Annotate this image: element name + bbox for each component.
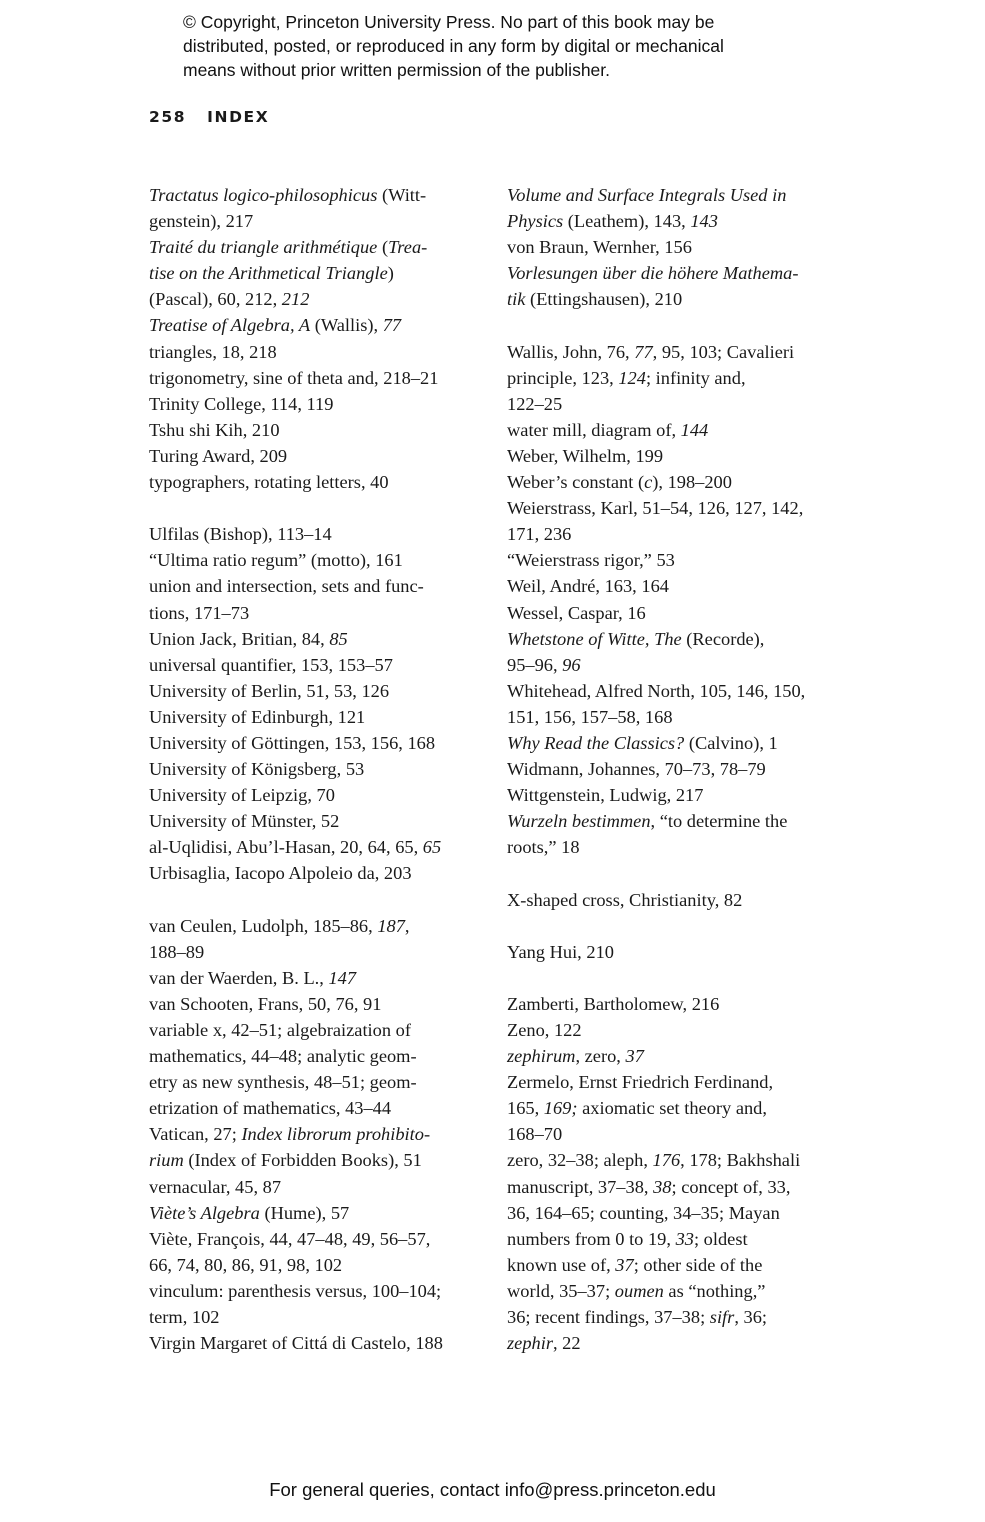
text-run: (Recorde),	[681, 628, 765, 649]
index-entry	[149, 1226, 494, 1278]
text-run: van Schooten, Frans, 50, 76, 91	[149, 993, 382, 1014]
index-entry	[149, 469, 494, 495]
text-run: University of Königsberg, 53	[149, 759, 365, 780]
index-entry	[149, 756, 494, 782]
italic-text: Treatise of Algebra, A	[149, 315, 311, 336]
text-run: variable x, 42–51; algebraization of	[149, 1020, 411, 1040]
text-run: (Leathem), 143,	[563, 211, 691, 232]
text-run: ,	[404, 915, 410, 936]
index-entry-line	[507, 991, 852, 1017]
index-entry-line	[149, 1121, 494, 1147]
text-run: vinculum: parenthesis versus, 100–104;	[149, 1280, 442, 1301]
text-run: union and intersection, sets and func-	[149, 576, 424, 597]
text-run: ; oldest	[693, 1228, 748, 1249]
index-entry	[149, 391, 494, 417]
text-run: 122–25	[507, 393, 563, 414]
index-entry	[149, 182, 494, 234]
index-entry-line	[149, 626, 494, 652]
text-run: universal quantifier, 153, 153–57	[149, 654, 393, 675]
text-run: van der Waerden, B. L.,	[149, 967, 329, 988]
italic-text: 37	[615, 1254, 634, 1275]
index-entry-line	[507, 782, 852, 808]
index-entry-line	[507, 730, 852, 756]
text-run: University of Berlin, 51, 53, 126	[149, 680, 390, 701]
italic-text: Viète’s Algebra	[149, 1202, 260, 1223]
index-entry-line	[149, 573, 494, 599]
index-entry	[507, 1147, 852, 1356]
index-entry-line	[149, 730, 494, 756]
italic-text: 169;	[543, 1098, 578, 1119]
index-entry	[507, 443, 852, 469]
text-run: ), 198–200	[652, 472, 732, 493]
index-entry-line	[507, 182, 852, 208]
text-run: Weber, Wilhelm, 199	[507, 445, 664, 466]
index-entry-line	[507, 1017, 852, 1043]
italic-text: 37	[625, 1046, 644, 1067]
index-entry-line	[149, 1226, 494, 1252]
running-head	[149, 108, 269, 126]
index-entry-line	[149, 782, 494, 808]
text-run: University of Münster, 52	[149, 811, 340, 832]
index-entry-line	[507, 365, 852, 391]
index-entry	[149, 1121, 494, 1173]
index-entry	[149, 312, 494, 338]
italic-text: 187	[377, 915, 405, 936]
index-entry	[507, 339, 852, 417]
index-entry	[149, 678, 494, 704]
index-entry-line	[149, 547, 494, 573]
index-entry-line	[149, 1095, 494, 1121]
index-entry-line	[149, 965, 494, 991]
footer-contact: For general queries, contact info@press.princeton.edu	[269, 1479, 716, 1500]
text-run: world, 35–37;	[507, 1280, 615, 1301]
text-run: Tshu shi Kih, 210	[149, 419, 280, 440]
text-run: (Calvino), 1	[684, 732, 778, 753]
italic-text: 77	[382, 315, 402, 336]
index-entry-line	[149, 834, 494, 860]
text-run: roots,” 18	[507, 837, 580, 858]
index-entry-line	[149, 260, 494, 286]
text-run: principle, 123,	[507, 367, 619, 388]
index-entry-line	[507, 1200, 852, 1226]
index-entry-line	[149, 1174, 494, 1200]
text-run: 168–70	[507, 1124, 563, 1145]
index-entry-line	[507, 1226, 852, 1252]
index-entry-line	[149, 286, 494, 312]
index-entry-line	[507, 1147, 852, 1173]
text-run: Viète, François, 44, 47–48, 49, 56–57,	[149, 1228, 431, 1249]
page-number: 258	[149, 108, 187, 126]
index-entry-line	[149, 1304, 494, 1330]
index-entry-line	[507, 678, 852, 704]
text-run: van Ceulen, Ludolph, 185–86,	[149, 915, 378, 936]
index-entry-line	[507, 495, 852, 521]
text-run: typographers, rotating letters, 40	[149, 472, 389, 493]
text-run: zero, 32–38; aleph,	[507, 1150, 653, 1171]
index-entry-line	[149, 1330, 494, 1356]
italic-text: 176	[652, 1150, 681, 1171]
text-run: manuscript, 37–38,	[507, 1176, 654, 1197]
index-entry	[149, 913, 494, 965]
text-run: term, 102	[149, 1307, 220, 1328]
text-run: X-shaped cross, Christianity, 82	[507, 889, 743, 910]
italic-text: 212	[281, 289, 310, 310]
index-entry-line	[507, 547, 852, 573]
italic-text: Whetstone of Witte, The	[507, 628, 682, 649]
index-entry-line	[507, 600, 852, 626]
index-entry	[149, 965, 494, 991]
italic-text: 143	[690, 211, 718, 232]
text-run: Trinity College, 114, 119	[149, 393, 334, 414]
index-entry-line	[507, 652, 852, 678]
index-entry-line	[507, 808, 852, 834]
section-title: INDEX	[207, 108, 270, 126]
text-run: Weil, André, 163, 164	[507, 576, 669, 597]
copyright-line: means without prior written permission of the publisher.	[183, 60, 611, 80]
index-entry-line	[149, 1278, 494, 1304]
italic-text: sifr	[709, 1307, 735, 1328]
index-entry-line	[507, 208, 852, 234]
text-run: known use of,	[507, 1254, 616, 1275]
text-run: Turing Award, 209	[149, 445, 288, 466]
letter-group-gap	[507, 312, 852, 338]
text-run: (	[377, 237, 389, 258]
copyright-notice	[183, 10, 883, 82]
index-entry-line	[149, 704, 494, 730]
index-entry	[149, 1278, 494, 1330]
index-entry	[507, 260, 852, 312]
italic-text: 77	[634, 341, 653, 362]
index-entry	[149, 417, 494, 443]
text-run: Union Jack, Britian, 84,	[149, 628, 330, 649]
italic-text: 96	[562, 654, 581, 675]
italic-text: tik	[507, 289, 526, 310]
copyright-line: © Copyright, Princeton University Press. No part of this book may be	[183, 12, 715, 32]
index-entry-line	[507, 1095, 852, 1121]
index-entry	[507, 417, 852, 443]
index-entry-line	[507, 469, 852, 495]
index-entry-line	[149, 939, 494, 965]
index-entry	[507, 182, 852, 234]
italic-text: 65	[422, 837, 442, 858]
index-entry-line	[507, 834, 852, 860]
italic-text: Volume and Surface Integrals Used in	[507, 185, 787, 205]
index-entry	[149, 234, 494, 312]
index-entry-line	[507, 260, 852, 286]
italic-text: 33	[675, 1228, 694, 1249]
text-run: 165,	[507, 1098, 544, 1119]
index-entry	[507, 991, 852, 1017]
text-run: ; other side of the	[633, 1254, 763, 1275]
index-entry	[149, 860, 494, 886]
text-run: Whitehead, Alfred North, 105, 146, 150,	[507, 680, 806, 701]
italic-text: zephirum	[507, 1046, 576, 1067]
italic-text: Index librorum prohibito-	[241, 1124, 431, 1145]
text-run: (Hume), 57	[259, 1202, 350, 1223]
index-entry-line	[149, 860, 494, 886]
italic-text: oumen	[614, 1280, 664, 1301]
index-entry	[507, 782, 852, 808]
italic-text: 124	[618, 367, 646, 388]
italic-text: 38	[653, 1176, 672, 1197]
text-run: “Ultima ratio regum” (motto), 161	[149, 550, 403, 571]
index-entry-line	[149, 417, 494, 443]
text-run: , 178; Bakhshali	[680, 1150, 801, 1171]
index-entry	[149, 991, 494, 1017]
index-entry-line	[507, 1304, 852, 1330]
text-run: Wittgenstein, Ludwig, 217	[507, 785, 704, 806]
text-run: etry as new synthesis, 48–51; geom-	[149, 1072, 417, 1093]
index-entry	[149, 704, 494, 730]
index-entry-line	[149, 365, 494, 391]
index-entry-line	[507, 573, 852, 599]
index-entry-line	[507, 234, 852, 260]
letter-group-gap	[507, 913, 852, 939]
index-entry-line	[149, 443, 494, 469]
text-run: axiomatic set theory and,	[577, 1098, 767, 1119]
italic-text: tise on the Arithmetical Triangle	[149, 263, 388, 284]
text-run: water mill, diagram of,	[507, 419, 681, 440]
index-entry	[149, 1017, 494, 1121]
index-entry-line	[507, 939, 852, 965]
index-entry	[149, 808, 494, 834]
index-entry	[149, 730, 494, 756]
index-entry-line	[149, 678, 494, 704]
index-entry	[149, 1174, 494, 1200]
index-entry-line	[507, 417, 852, 443]
index-entry-line	[507, 1121, 852, 1147]
text-run: , “to determine the	[650, 811, 788, 832]
index-entry-line	[507, 1043, 852, 1069]
index-entry-line	[149, 652, 494, 678]
index-entry	[149, 365, 494, 391]
index-entry-line	[149, 339, 494, 365]
italic-text: 85	[329, 628, 348, 649]
index-entry	[149, 1330, 494, 1356]
text-run: Zermelo, Ernst Friedrich Ferdinand,	[507, 1072, 774, 1093]
text-run: vernacular, 45, 87	[149, 1176, 282, 1197]
text-run: tions, 171–73	[149, 602, 250, 623]
text-run: Zamberti, Bartholomew, 216	[507, 993, 720, 1014]
italic-text: 147	[328, 967, 357, 988]
text-run: University of Leipzig, 70	[149, 785, 335, 806]
index-entry-line	[149, 1017, 494, 1043]
italic-text: Tractatus logico-philosophicus	[149, 185, 378, 205]
index-entry-line	[149, 312, 494, 338]
index-entry	[507, 495, 852, 547]
index-entry	[149, 547, 494, 573]
index-entry	[507, 756, 852, 782]
letter-group-gap	[507, 965, 852, 991]
italic-text: Wurzeln bestimmen	[507, 811, 651, 832]
index-entry-line	[149, 182, 494, 208]
index-entry	[149, 1200, 494, 1226]
text-run: (Pascal), 60, 212,	[149, 289, 282, 310]
index-entry-line	[149, 600, 494, 626]
index-entry	[507, 547, 852, 573]
index-entry-line	[149, 991, 494, 1017]
text-run: (Wallis),	[310, 315, 383, 336]
text-run: University of Göttingen, 153, 156, 168	[149, 732, 436, 753]
index-entry-line	[507, 756, 852, 782]
text-run: Ulfilas (Bishop), 113–14	[149, 524, 332, 545]
index-entry-line	[149, 1200, 494, 1226]
text-run: as “nothing,”	[663, 1280, 766, 1301]
italic-text: Traité du triangle arithmétique	[149, 237, 378, 258]
text-run: 151, 156, 157–58, 168	[507, 706, 673, 727]
index-entry-line	[507, 1069, 852, 1095]
index-entry-line	[149, 391, 494, 417]
index-entry	[507, 678, 852, 730]
index-entry	[507, 1069, 852, 1147]
index-entry	[149, 443, 494, 469]
italic-text: rium	[149, 1150, 184, 1171]
text-run: Wessel, Caspar, 16	[507, 602, 646, 623]
text-run: 36, 164–65; counting, 34–35; Mayan	[507, 1202, 780, 1223]
index-entry	[507, 573, 852, 599]
index-entry-line	[149, 1252, 494, 1278]
italic-text: Vorlesungen über die höhere Mathema-	[507, 263, 799, 284]
text-run: Vatican, 27;	[149, 1124, 242, 1145]
index-entry-line	[149, 756, 494, 782]
index-entry-line	[507, 443, 852, 469]
text-run: al-Uqlidisi, Abu’l-Hasan, 20, 64, 65,	[149, 837, 423, 858]
italic-text: c	[644, 472, 653, 493]
letter-group-gap	[149, 887, 494, 913]
index-entry	[507, 730, 852, 756]
text-run: 36; recent findings, 37–38;	[507, 1307, 710, 1328]
text-run: Virgin Margaret of Cittá di Castelo, 188	[149, 1333, 443, 1354]
text-run: Urbisaglia, Iacopo Alpoleio da, 203	[149, 863, 412, 884]
index-entry-line	[507, 1252, 852, 1278]
index-entry	[149, 652, 494, 678]
letter-group-gap	[507, 860, 852, 886]
copyright-line: distributed, posted, or reproduced in any form by digital or mechanical	[183, 36, 724, 56]
index-entry	[149, 782, 494, 808]
index-entry-line	[149, 1043, 494, 1069]
text-run: von Braun, Wernher, 156	[507, 237, 692, 258]
index-entry-line	[507, 339, 852, 365]
text-run: (Ettingshausen), 210	[525, 289, 683, 310]
text-run: (Witt-	[377, 185, 427, 205]
text-run: ; infinity and,	[645, 367, 746, 388]
index-entry	[507, 600, 852, 626]
index-entry	[507, 1017, 852, 1043]
index-column-right	[507, 182, 852, 1356]
index-entry-line	[507, 1278, 852, 1304]
text-run: genstein), 217	[149, 211, 254, 232]
text-run: ; concept of, 33,	[671, 1176, 791, 1197]
index-entry	[149, 834, 494, 860]
text-run: , 95, 103; Cavalieri	[652, 341, 795, 362]
italic-text: Physics	[507, 211, 564, 232]
index-entry	[507, 939, 852, 965]
text-run: , zero,	[575, 1046, 626, 1067]
index-entry	[149, 521, 494, 547]
index-entry	[507, 234, 852, 260]
text-run: , 36;	[734, 1307, 768, 1328]
text-run: Weber’s constant (	[507, 472, 645, 493]
text-run: 95–96,	[507, 654, 563, 675]
index-entry-line	[507, 626, 852, 652]
text-run: mathematics, 44–48; analytic geom-	[149, 1046, 417, 1067]
index-entry-line	[507, 887, 852, 913]
index-entry-line	[507, 391, 852, 417]
text-run: , 22	[552, 1333, 581, 1354]
index-entry-line	[507, 1174, 852, 1200]
text-run: 171, 236	[507, 524, 572, 545]
text-run: Zeno, 122	[507, 1020, 582, 1040]
index-entry-line	[149, 469, 494, 495]
italic-text: zephir	[507, 1333, 553, 1354]
index-entry-line	[507, 286, 852, 312]
index-entry	[507, 626, 852, 678]
index-entry	[149, 339, 494, 365]
index-entry	[507, 1043, 852, 1069]
text-run: 188–89	[149, 941, 205, 962]
text-run: Widmann, Johannes, 70–73, 78–79	[507, 759, 766, 780]
letter-group-gap	[149, 495, 494, 521]
index-entry-line	[149, 808, 494, 834]
text-run: Weierstrass, Karl, 51–54, 126, 127, 142,	[507, 498, 804, 519]
index-entry-line	[507, 704, 852, 730]
text-run: (Index of Forbidden Books), 51	[183, 1150, 422, 1171]
index-entry	[507, 887, 852, 913]
text-run: University of Edinburgh, 121	[149, 706, 366, 727]
text-run: Yang Hui, 210	[507, 941, 614, 962]
text-run: etrization of mathematics, 43–44	[149, 1098, 392, 1119]
index-entry	[149, 626, 494, 652]
text-run: triangles, 18, 218	[149, 341, 277, 362]
text-run: trigonometry, sine of theta and, 218–21	[149, 367, 439, 388]
index-entry-line	[149, 234, 494, 260]
text-run: Wallis, John, 76,	[507, 341, 635, 362]
italic-text: 144	[680, 419, 709, 440]
index-entry-line	[507, 521, 852, 547]
index-entry-line	[149, 521, 494, 547]
text-run: numbers from 0 to 19,	[507, 1228, 676, 1249]
index-entry	[149, 573, 494, 625]
text-run: )	[387, 263, 394, 284]
index-entry-line	[149, 1147, 494, 1173]
index-entry-line	[507, 1330, 852, 1356]
text-run: “Weierstrass rigor,” 53	[507, 550, 675, 571]
index-entry	[507, 808, 852, 860]
italic-text: Why Read the Classics?	[507, 732, 685, 753]
index-entry-line	[149, 208, 494, 234]
text-run: 66, 74, 80, 86, 91, 98, 102	[149, 1254, 343, 1275]
index-entry	[507, 469, 852, 495]
italic-text: Trea-	[388, 237, 428, 258]
index-entry-line	[149, 1069, 494, 1095]
index-entry-line	[149, 913, 494, 939]
index-column-left	[149, 182, 494, 1356]
